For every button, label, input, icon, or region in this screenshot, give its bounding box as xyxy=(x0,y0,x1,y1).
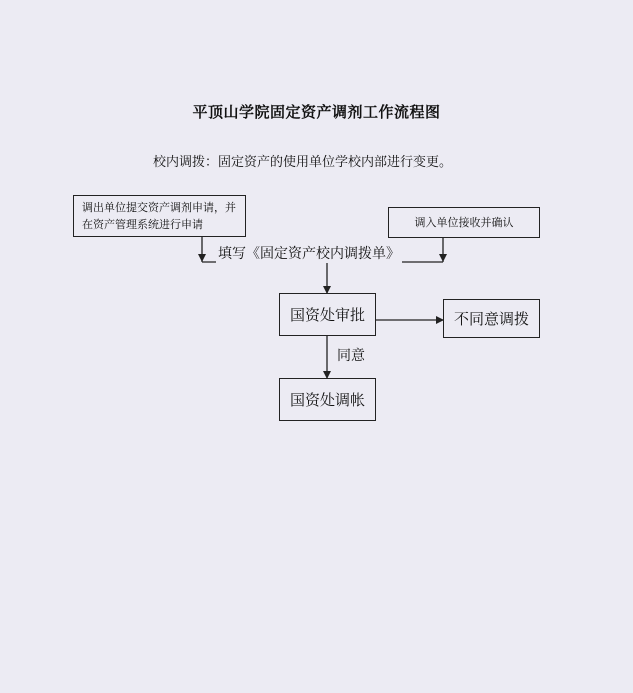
confirm-node xyxy=(388,207,540,238)
arrowhead-confirm xyxy=(439,254,447,262)
apply-node-label: 调出单位提交资产调剂申请，并在资产管理系统进行申请 xyxy=(82,201,236,231)
approve-node xyxy=(279,293,376,336)
apply-node xyxy=(73,195,246,237)
confirm-node-label: 调入单位接收并确认 xyxy=(414,216,514,229)
agree-label: 同意 xyxy=(337,348,365,364)
adjust-node xyxy=(279,378,376,421)
reject-node xyxy=(443,299,540,338)
approve-node-label: 国资处审批 xyxy=(289,306,365,324)
diagram-subtitle: 校内调拨：固定资产的使用单位学校内部进行变更。 xyxy=(153,155,453,170)
fill-form-label: 填写《固定资产校内调拨单》 xyxy=(216,243,402,263)
arrowhead-apply xyxy=(198,254,206,262)
adjust-node-label: 国资处调帐 xyxy=(289,391,365,409)
reject-node-label: 不同意调拨 xyxy=(453,310,529,328)
diagram-title: 平顶山学院固定资产调剂工作流程图 xyxy=(192,103,441,121)
